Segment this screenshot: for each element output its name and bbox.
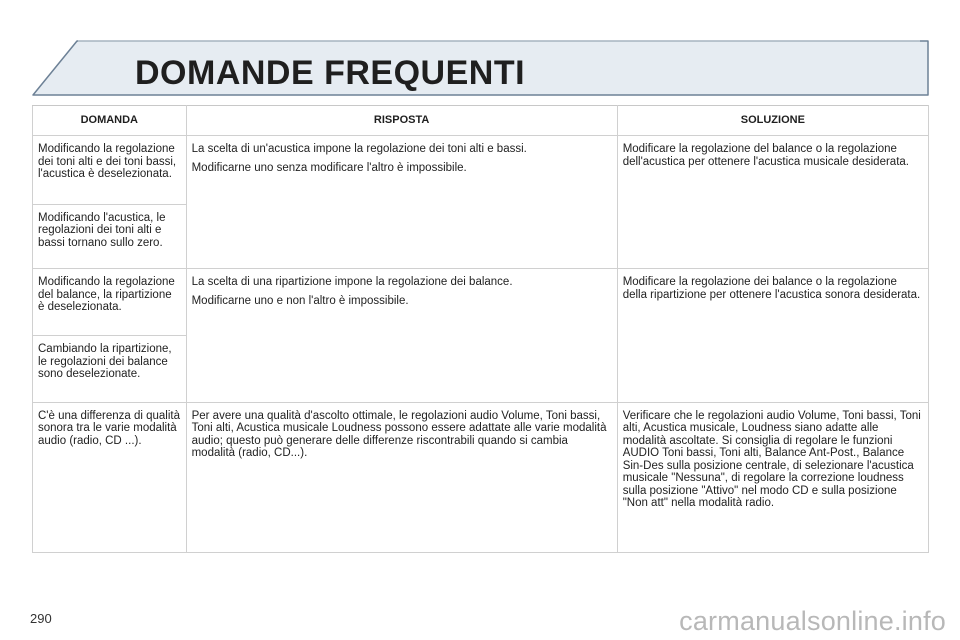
answer-cell: Per avere una qualità d'ascolto ottimale, le regolazioni audio Volume, Toni bassi, Toni alti, Acustica musicale Loudness possono essere adattate alle varie modalità audio; questo può generare delle differenze riscontrabili quando si cambia modalità (radio, CD...). bbox=[186, 402, 617, 552]
header-solution: SOLUZIONE bbox=[617, 106, 928, 136]
answer-text: La scelta di una ripartizione impone la regolazione dei balance. bbox=[191, 276, 513, 289]
question-cell: Modificando la regolazione dei toni alti e dei toni bassi, l'acustica è deselezionata. bbox=[33, 136, 187, 205]
question-cell: C'è una differenza di qualità sonora tra le varie modalità audio (radio, CD ...). bbox=[33, 402, 187, 552]
question-cell: Modificando la regolazione del balance, la ripartizione è deselezionata. bbox=[33, 269, 187, 336]
header-question: DOMANDA bbox=[33, 106, 187, 136]
solution-cell: Modificare la regolazione del balance o la regolazione dell'acustica per ottenere l'acustica musicale desiderata. bbox=[617, 136, 928, 269]
answer-text: La scelta di un'acustica impone la regolazione dei toni alti e bassi. bbox=[191, 143, 527, 155]
header-answer: RISPOSTA bbox=[186, 106, 617, 136]
question-cell: Cambiando la ripartizione, le regolazioni dei balance sono deselezionate. bbox=[33, 336, 187, 403]
answer-text: Modificarne uno senza modificare l'altro è impossibile. bbox=[191, 161, 467, 174]
page-number: 290 bbox=[30, 611, 52, 626]
table-row bbox=[33, 269, 929, 336]
table-row bbox=[33, 136, 929, 205]
answer-cell bbox=[186, 269, 617, 402]
watermark: carmanualsonline.info bbox=[679, 606, 946, 636]
page-title: DOMANDE FREQUENTI bbox=[135, 54, 526, 92]
question-cell: Modificando l'acustica, le regolazioni dei toni alti e bassi tornano sullo zero. bbox=[33, 204, 187, 269]
solution-cell: Verificare che le regolazioni audio Volume, Toni bassi, Toni alti, Acustica musicale, Loudness siano adatte alle modalità ascoltate. Si consiglia di regolare le funzioni AUDIO Toni bassi, Toni alti, Balance Ant-Post., Balance Sin-Des sulla posizione centrale, di selezionare l'acustica musicale "Nessuna", di regolare la correzione loudness sulla posizione "Attivo" nel modo CD e sulla posizione "Non att" nella modalità radio. bbox=[617, 402, 928, 552]
solution-cell: Modificare la regolazione dei balance o la regolazione della ripartizione per ottenere l'acustica sonora desiderata. bbox=[617, 269, 928, 402]
answer-cell bbox=[186, 136, 617, 269]
answer-text: Modificarne uno e non l'altro è impossibile. bbox=[191, 294, 409, 307]
table-header-row bbox=[33, 106, 929, 136]
table-row bbox=[33, 402, 929, 552]
faq-table bbox=[32, 105, 929, 553]
